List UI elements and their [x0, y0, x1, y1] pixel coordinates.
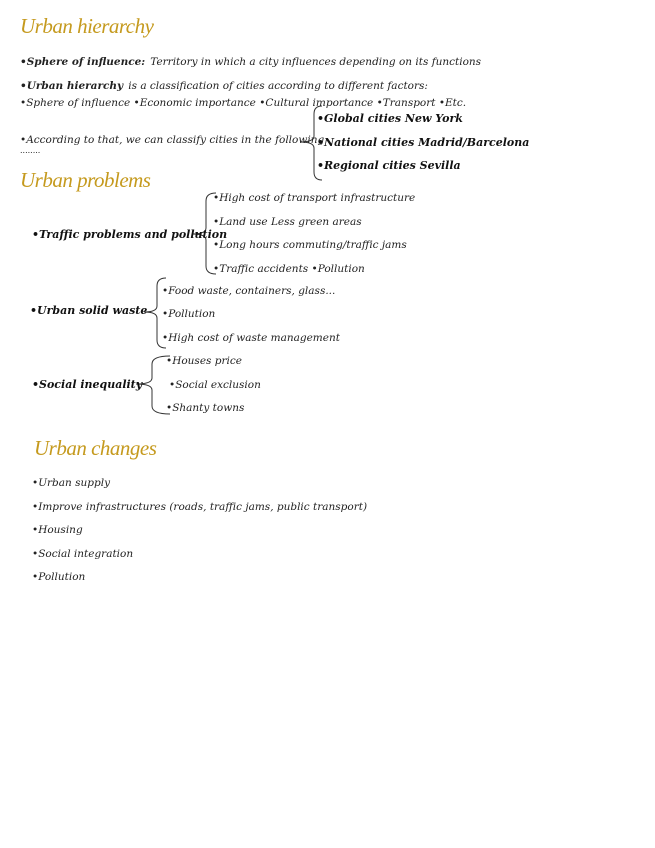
- changes-item: •Housing: [32, 524, 83, 536]
- heading-urban-hierarchy: Urban hierarchy: [20, 14, 154, 38]
- sphere-term: •Sphere of influence:: [20, 56, 146, 68]
- traffic-item: •Long hours commuting/traffic jams: [213, 239, 407, 251]
- class-national: •National cities Madrid/Barcelona: [317, 136, 530, 149]
- class-global: •Global cities New York: [317, 112, 463, 125]
- waste-label: •Urban solid waste: [30, 304, 148, 317]
- changes-item: •Urban supply: [32, 477, 111, 489]
- heading-urban-problems: Urban problems: [20, 168, 151, 192]
- classify-continuation: ........: [20, 146, 41, 155]
- hierarchy-factors: •Sphere of influence •Economic importance •Cultural importance •Transport •Etc.: [20, 97, 467, 109]
- sphere-definition: Territory in which a city influences depending on its functions: [150, 56, 482, 68]
- hierarchy-definition: is a classification of cities according to different factors:: [128, 80, 428, 92]
- waste-item: •Food waste, containers, glass...: [162, 285, 336, 297]
- inequality-item: •Houses price: [166, 355, 242, 367]
- inequality-item: •Shanty towns: [166, 402, 245, 414]
- changes-item: •Improve infrastructures (roads, traffic jams, public transport): [32, 501, 368, 513]
- sphere-line: [20, 50, 481, 69]
- changes-item: •Social integration: [32, 548, 134, 560]
- traffic-label: •Traffic problems and pollution: [32, 228, 228, 241]
- changes-item: •Pollution: [32, 571, 86, 583]
- traffic-item: •Traffic accidents •Pollution: [213, 263, 365, 275]
- hierarchy-line: [20, 74, 428, 93]
- class-regional: •Regional cities Sevilla: [317, 159, 461, 172]
- inequality-item: •Social exclusion: [169, 379, 261, 391]
- hierarchy-term: •Urban hierarchy: [20, 80, 124, 92]
- inequality-label: •Social inequality: [32, 378, 143, 391]
- traffic-item: •Land use Less green areas: [213, 216, 362, 228]
- waste-item: •High cost of waste management: [162, 332, 340, 344]
- classify-text: •According to that, we can classify cities in the following: [20, 134, 325, 146]
- waste-item: •Pollution: [162, 308, 216, 320]
- traffic-item: •High cost of transport infrastructure: [213, 192, 416, 204]
- heading-urban-changes: Urban changes: [34, 436, 157, 460]
